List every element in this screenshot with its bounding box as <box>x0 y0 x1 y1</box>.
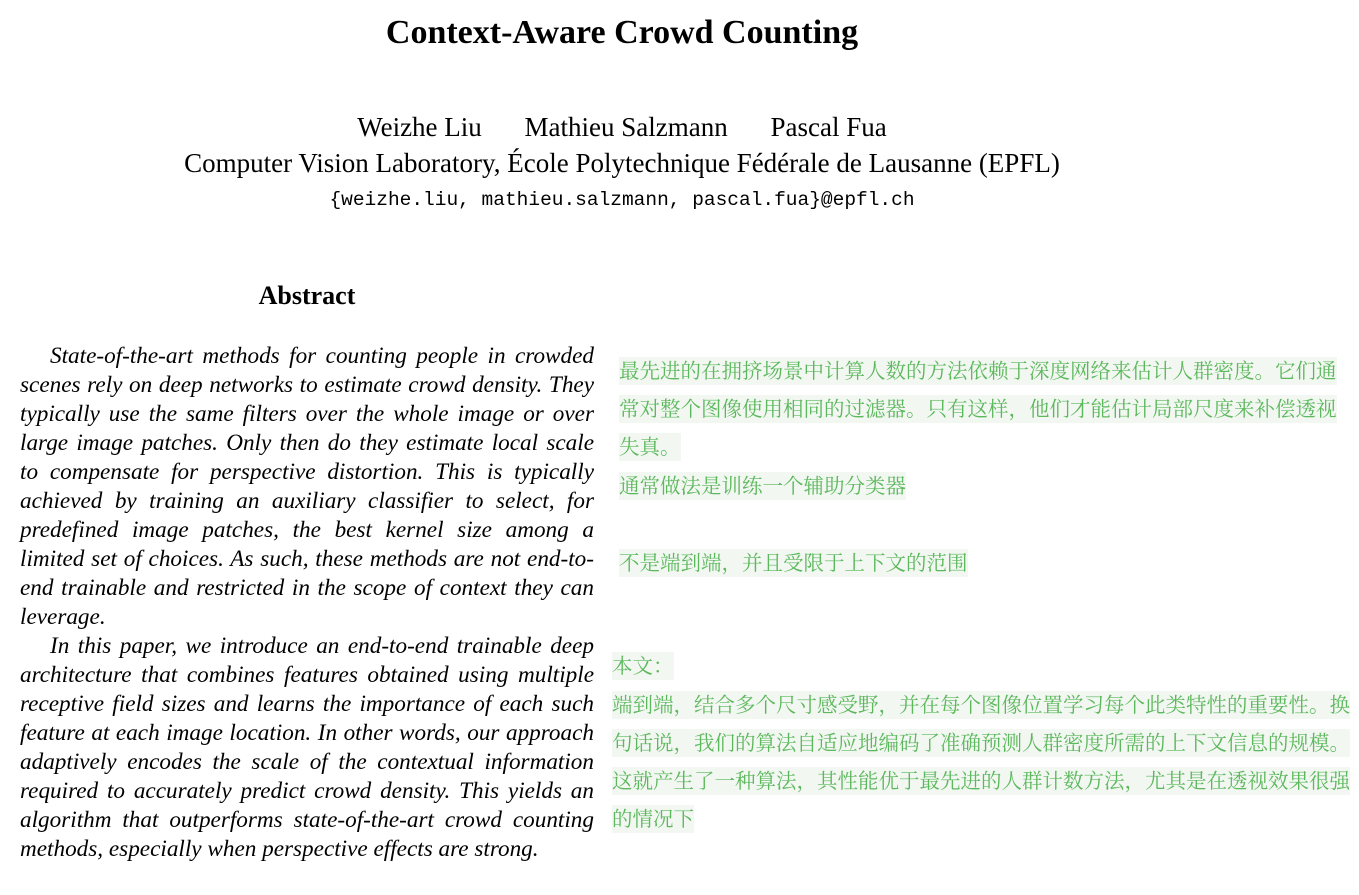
abstract-body <box>20 342 594 864</box>
translation-note-text: 最先进的在拥挤场景中计算人数的方法依赖于深度网络来估计人群密度。它们通常对整个图像使用相同的过滤器。只有这样，他们才能估计局部尺度来补偿透视失真。 <box>619 359 1337 459</box>
translation-note <box>612 647 1357 685</box>
abstract-paragraph: State-of-the-art methods for counting people in crowded scenes rely on deep networks to estimate crowd density. They typically use the same filters over the whole image or over large image patches. Only then do they estimate local scale to compensate for perspective distortion. This is typically achieved by training an auxiliary classifier to select, for predefined image patches, the best kernel size among a limited set of choices. As such, these methods are not end-to-end trainable and restricted in the scope of context they can leverage. <box>20 343 594 630</box>
abstract-paragraph: In this paper, we introduce an end-to-end trainable deep architecture that combines features obtained using multiple receptive field sizes and learns the importance of each such feature at each image location. In other words, our approach adaptively encodes the scale of the contextual information required to accurately predict crowd density. This yields an algorithm that outperforms state-of-the-art crowd counting methods, especially when perspective effects are strong. <box>20 633 594 862</box>
translation-note-text: 通常做法是训练一个辅助分类器 <box>619 474 906 498</box>
author-affiliation: Computer Vision Laboratory, École Polytechnique Fédérale de Lausanne (EPFL) <box>184 148 1060 178</box>
author-list <box>0 110 1244 144</box>
translation-note-text: 端到端，结合多个尺寸感受野，并在每个图像位置学习每个此类特性的重要性。换句话说，我们的算法自适应地编码了准确预测人群密度所需的上下文信息的规模。这就产生了一种算法，其性能优于最先进的人群计数方法，尤其是在透视效果很强的情况下 <box>612 693 1350 831</box>
translation-note-text: 本文： <box>612 654 674 678</box>
translation-note <box>619 544 1349 582</box>
translation-note <box>619 352 1349 466</box>
paper-title: Context-Aware Crowd Counting <box>385 14 859 51</box>
translation-note <box>619 467 1349 505</box>
author-name: Weizhe Liu <box>357 112 482 142</box>
author-emails: {weizhe.liu, mathieu.salzmann, pascal.fua}@epfl.ch <box>329 189 915 211</box>
abstract-heading: Abstract <box>258 281 356 310</box>
translation-note <box>612 686 1357 838</box>
translation-note-text: 不是端到端，并且受限于上下文的范围 <box>619 551 968 575</box>
author-name: Mathieu Salzmann <box>524 112 728 142</box>
author-name: Pascal Fua <box>770 112 887 142</box>
